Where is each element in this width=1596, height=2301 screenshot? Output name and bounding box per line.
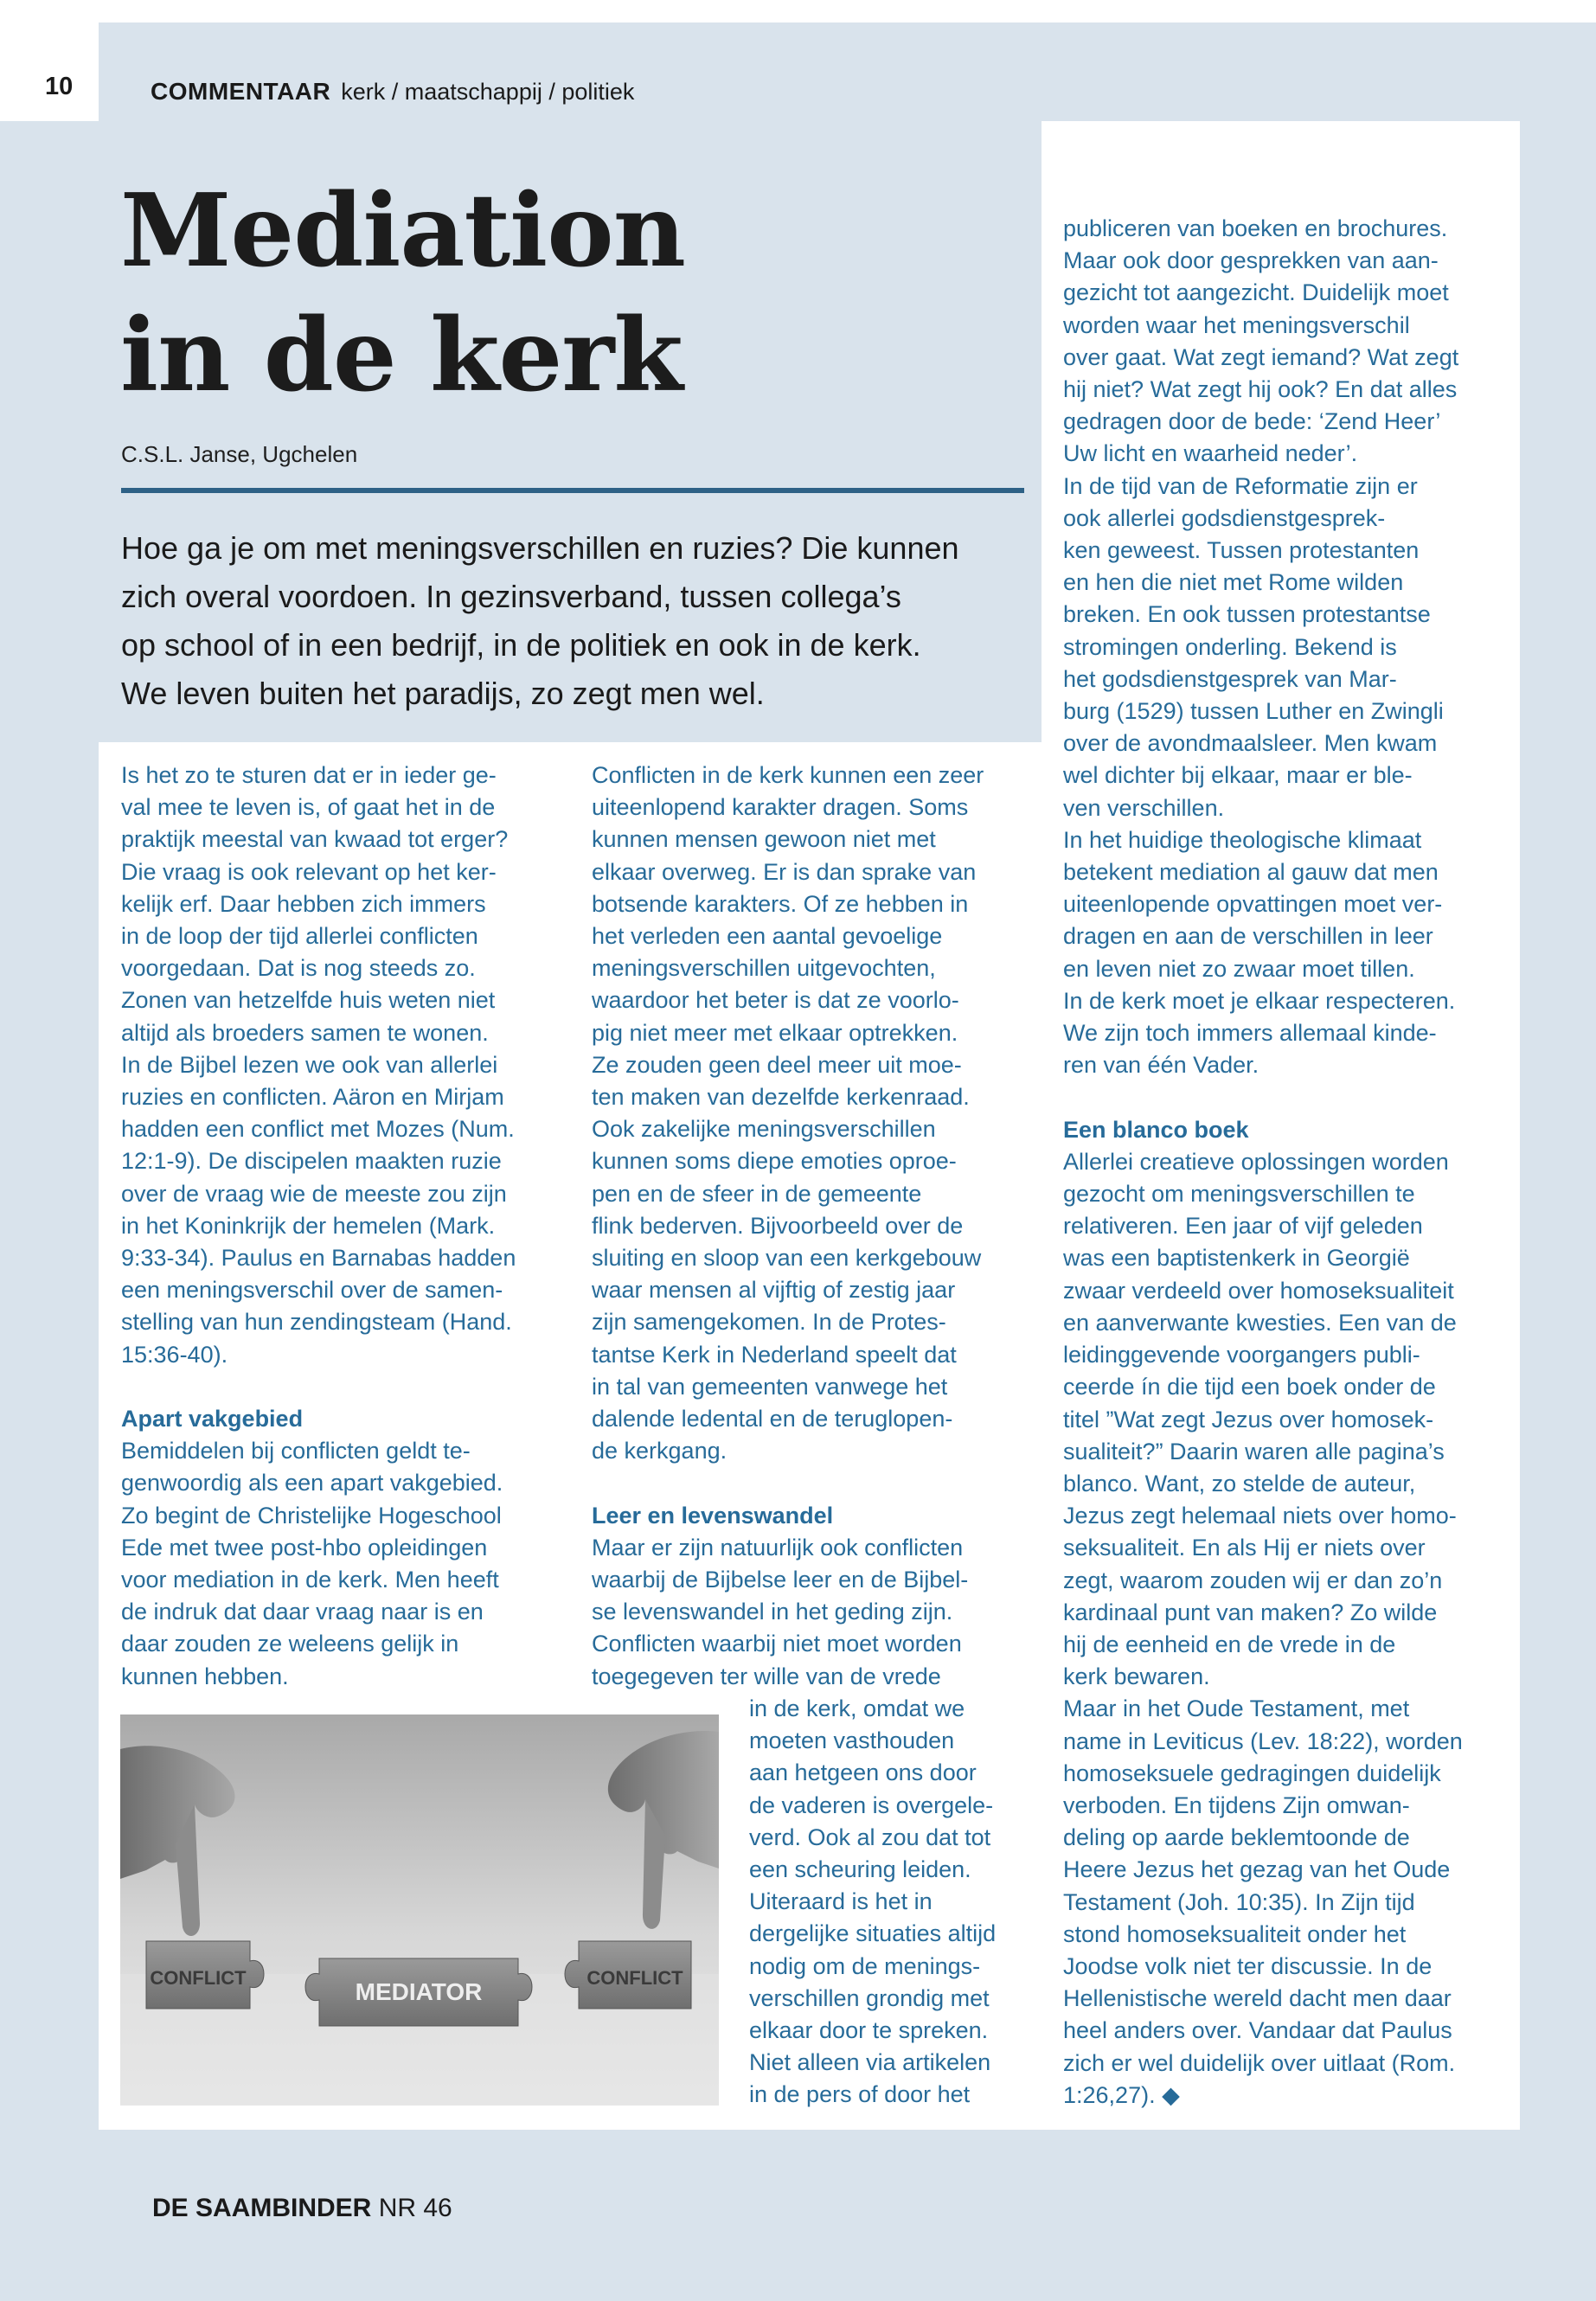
text-line: ruzies en conflicten. Aäron en Mirjam — [121, 1084, 504, 1111]
text-line: titel ”Wat zegt Jezus over homosek- — [1063, 1406, 1434, 1433]
text-line: de vaderen is overgele- — [749, 1791, 994, 1818]
column-2-continued — [749, 1693, 996, 2112]
paragraph — [121, 1435, 516, 1693]
subheading-een-blanco-boek: Een blanco boek — [1063, 1116, 1249, 1143]
text-line: stromingen onderling. Bekend is — [1063, 633, 1397, 660]
text-line: aan hetgeen ons door — [749, 1759, 977, 1786]
text-line: dalende ledental en de teruglopen- — [592, 1406, 953, 1433]
text-line: Maar ook door gesprekken van aan- — [1063, 247, 1439, 274]
text-line: Allerlei creatieve oplossingen worden — [1063, 1148, 1449, 1175]
text-line: meningsverschillen uitgevochten, — [592, 955, 936, 982]
paragraph — [121, 760, 516, 1371]
text-line: Zonen van hetzelfde huis weten niet — [121, 987, 496, 1014]
paragraph — [1063, 213, 1463, 1081]
text-line: zwaar verdeeld over homoseksualiteit — [1063, 1277, 1454, 1304]
text-line: kelijk erf. Daar hebben zich immers — [121, 890, 486, 917]
text-line: Niet alleen via artikelen — [749, 2049, 991, 2076]
text-line: verboden. En tijdens Zijn omwan- — [1063, 1791, 1410, 1818]
text-line: het godsdienstgesprek van Mar- — [1063, 665, 1397, 692]
text-line: name in Leviticus (Lev. 18:22), worden — [1063, 1727, 1463, 1754]
text-line: verschillen grondig met — [749, 1984, 990, 2011]
text-line: gezocht om meningsverschillen te — [1063, 1181, 1415, 1208]
text-line: waardoor het beter is dat ze voorlo- — [592, 987, 959, 1014]
text-line: Maar er zijn natuurlijk ook conflicten — [592, 1534, 964, 1561]
text-line: de kerkgang. — [592, 1438, 727, 1465]
text-line: ren van één Vader. — [1063, 1052, 1259, 1079]
text-line: betekent mediation al gauw dat men — [1063, 859, 1439, 886]
text-line: was een baptistenkerk in Georgië — [1063, 1245, 1410, 1272]
text-line: Testament (Joh. 10:35). In Zijn tijd — [1063, 1888, 1415, 1915]
text-line: in het Koninkrijk der hemelen (Mark. — [121, 1212, 496, 1239]
text-line: homoseksuele gedragingen duidelijk — [1063, 1759, 1441, 1786]
text-line: kardinaal punt van maken? Zo wilde — [1063, 1599, 1438, 1625]
text-line: pig niet meer met elkaar optrekken. — [592, 1019, 958, 1046]
text-line: leidinggevende voorgangers publi- — [1063, 1342, 1420, 1368]
text-line: een meningsverschil over de samen- — [121, 1277, 503, 1304]
title-line: Mediation — [120, 172, 685, 290]
text-line: in de loop der tijd allerlei conflicten — [121, 923, 478, 950]
text-line: Ze zouden geen deel meer uit moe- — [592, 1051, 962, 1078]
footer — [152, 2194, 452, 2223]
text-line: ven verschillen. — [1063, 794, 1225, 821]
text-line: tantse Kerk in Nederland speelt dat — [592, 1341, 957, 1368]
text-line: over gaat. Wat zegt iemand? Wat zegt — [1063, 343, 1459, 370]
text-line: in de kerk, omdat we — [749, 1695, 965, 1721]
text-line: ken geweest. Tussen protestanten — [1063, 537, 1420, 564]
text-line: In de kerk moet je elkaar respecteren. — [1063, 987, 1456, 1014]
paragraph — [592, 1532, 984, 1693]
text-line: Jezus zegt helemaal niets over homo- — [1063, 1503, 1457, 1529]
intro-line: zich overal voordoen. In gezinsverband, tussen collega’s — [121, 579, 901, 614]
paragraph — [592, 760, 984, 1467]
text-line: nodig om de menings- — [749, 1952, 981, 1979]
text-line: en hen die niet met Rome wilden — [1063, 569, 1404, 596]
text-line: elkaar door te spreken. — [749, 2017, 989, 2044]
text-line: hij de eenheid en de vrede in de — [1063, 1631, 1396, 1657]
text-line: kunnen hebben. — [121, 1663, 289, 1689]
text-line: blanco. Want, zo stelde de auteur, — [1063, 1470, 1416, 1497]
text-line: moeten vasthouden — [749, 1727, 955, 1754]
text-line: zegt, waarom zouden wij er dan zo’n — [1063, 1567, 1443, 1593]
text-line: in tal van gemeenten vanwege het — [592, 1373, 948, 1400]
text-line: pen en de sfeer in de gemeente — [592, 1180, 922, 1207]
text-line: praktijk meestal van kwaad tot erger? — [121, 826, 509, 853]
text-line: sualiteit?” Daarin waren alle pagina’s — [1063, 1438, 1445, 1465]
text-line: stond homoseksualiteit onder het — [1063, 1920, 1407, 1947]
title-line: in de kerk — [120, 297, 683, 414]
text-line: Heere Jezus het gezag van het Oude — [1063, 1856, 1451, 1883]
text-line: over de vraag wie de meeste zou zijn — [121, 1180, 507, 1207]
paragraph — [1063, 1146, 1463, 2112]
text-line: seksualiteit. En als Hij er niets over — [1063, 1535, 1426, 1561]
section-header — [151, 78, 634, 106]
text-line: toegegeven ter wille van de vrede — [592, 1663, 941, 1689]
text-line: het verleden een aantal gevoelige — [592, 923, 943, 950]
text-line: gezicht tot aangezicht. Duidelijk moet — [1063, 279, 1449, 306]
text-line: kerk bewaren. — [1063, 1663, 1210, 1690]
block-label: CONFLICT — [150, 1967, 247, 1989]
conflict-block-right — [565, 1941, 691, 2009]
text-line: In de tijd van de Reformatie zijn er — [1063, 472, 1418, 499]
publication-name: DE SAAMBINDER — [152, 2194, 372, 2222]
text-line: relativeren. Een jaar of vijf geleden — [1063, 1213, 1423, 1240]
text-line: Conflicten waarbij niet moet worden — [592, 1631, 962, 1657]
text-line: flink bederven. Bijvoorbeeld over de — [592, 1212, 964, 1239]
intro-line: Hoe ga je om met meningsverschillen en ruzies? Die kunnen — [121, 530, 959, 566]
text-line: sluiting en sloop van een kerkgebouw — [592, 1245, 982, 1272]
text-line: Ede met twee post-hbo opleidingen — [121, 1534, 488, 1561]
intro-line: op school of in een bedrijf, in de politiek en ook in de kerk. — [121, 627, 921, 663]
text-line: ceerde ín die tijd een boek onder de — [1063, 1374, 1436, 1400]
text-line: burg (1529) tussen Luther en Zwingli — [1063, 698, 1444, 725]
text-line: voorgedaan. Dat is nog steeds zo. — [121, 955, 476, 982]
subheading-leer-en-levenswandel: Leer en levenswandel — [592, 1502, 834, 1529]
text-line: kunnen soms diepe emoties oproe- — [592, 1148, 957, 1175]
text-line: Joodse volk niet ter discussie. In de — [1063, 1952, 1433, 1979]
text-line: zijn samengekomen. In de Protes- — [592, 1309, 946, 1336]
text-line: elkaar overweg. Er is dan sprake van — [592, 858, 977, 885]
text-line: In het huidige theologische klimaat — [1063, 826, 1422, 853]
mediation-photo — [120, 1715, 719, 2106]
text-line: verd. Ook al zou dat tot — [749, 1823, 991, 1850]
text-line: We zijn toch immers allemaal kinde- — [1063, 1020, 1437, 1047]
column-1 — [121, 760, 516, 1693]
text-line: deling op aarde beklemtoonde de — [1063, 1824, 1410, 1851]
text-line: se levenswandel in het geding zijn. — [592, 1599, 953, 1625]
text-line: breken. En ook tussen protestantse — [1063, 601, 1431, 628]
text-line: Bemiddelen bij conflicten geldt te- — [121, 1438, 471, 1465]
text-line: altijd als broeders samen te wonen. — [121, 1019, 489, 1046]
text-line: Uw licht en waarheid neder’. — [1063, 440, 1358, 467]
text-line: val mee te leven is, of gaat het in de — [121, 794, 496, 821]
text-line: dergelijke situaties altijd — [749, 1920, 997, 1947]
text-line: en aanverwante kwesties. Een van de — [1063, 1309, 1457, 1336]
issue-number: NR 46 — [378, 2194, 452, 2222]
top-white-strip — [99, 0, 1596, 22]
text-line: Maar in het Oude Testament, met — [1063, 1695, 1410, 1722]
text-line: uiteenlopend karakter dragen. Soms — [592, 794, 969, 821]
text-line: over de avondmaalsleer. Men kwam — [1063, 730, 1438, 757]
text-line: dragen en aan de verschillen in leer — [1063, 923, 1433, 950]
text-line: genwoordig als een apart vakgebied. — [121, 1470, 503, 1497]
text-line: 12:1-9). De discipelen maakten ruzie — [121, 1148, 502, 1175]
subheading-apart-vakgebied: Apart vakgebied — [121, 1406, 304, 1433]
text-line: Die vraag is ook relevant op het ker- — [121, 858, 497, 885]
text-line: in de pers of door het — [749, 2081, 971, 2108]
intro-text — [121, 524, 1038, 718]
conflict-block-left — [146, 1941, 264, 2009]
column-3 — [1063, 213, 1463, 2112]
text-line: heel anders over. Vandaar dat Paulus — [1063, 2017, 1452, 2044]
page-number: 10 — [45, 73, 74, 100]
text-line: Hellenistische wereld dacht men daar — [1063, 1985, 1452, 2012]
text-line: zich er wel duidelijk over uitlaat (Rom. — [1063, 2049, 1456, 2076]
text-line: daar zouden ze weleens gelijk in — [121, 1631, 459, 1657]
text-line: Is het zo te sturen dat er in ieder ge- — [121, 762, 497, 788]
text-line: botsende karakters. Of ze hebben in — [592, 890, 969, 917]
mediator-block — [305, 1958, 532, 2026]
intro-line: We leven buiten het paradijs, zo zegt men wel. — [121, 676, 765, 711]
paragraph — [749, 1693, 996, 2112]
text-line: waarbij de Bijbelse leer en de Bijbel- — [592, 1567, 969, 1593]
page-number-box — [0, 0, 99, 121]
text-line: Conflicten in de kerk kunnen een zeer — [592, 762, 984, 788]
text-line: 15:36-40). — [121, 1341, 228, 1368]
text-line: 9:33-34). Paulus en Barnabas hadden — [121, 1245, 516, 1272]
section-label: COMMENTAAR — [151, 78, 331, 105]
title-divider — [121, 488, 1024, 493]
column-2 — [592, 760, 984, 1693]
text-line: Ook zakelijke meningsverschillen — [592, 1116, 936, 1143]
block-label: MEDIATOR — [355, 1978, 483, 2005]
text-line: publiceren van boeken en brochures. — [1063, 215, 1448, 241]
article-title — [120, 169, 685, 418]
author-byline: C.S.L. Janse, Ugchelen — [121, 441, 358, 467]
text-line: stelling van hun zendingsteam (Hand. — [121, 1309, 512, 1336]
text-line: wel dichter bij elkaar, maar er ble- — [1063, 762, 1413, 789]
text-line: uiteenlopende opvattingen moet ver- — [1063, 891, 1443, 918]
text-line: gedragen door de bede: ‘Zend Heer’ — [1063, 408, 1441, 435]
text-line: ten maken van dezelfde kerkenraad. — [592, 1084, 970, 1111]
text-line: hadden een conflict met Mozes (Num. — [121, 1116, 515, 1143]
text-line: een scheuring leiden. — [749, 1856, 971, 1883]
text-line: en leven niet zo zwaar moet tillen. — [1063, 955, 1415, 982]
section-topics: kerk / maatschappij / politiek — [341, 79, 635, 105]
text-line: worden waar het meningsverschil — [1063, 311, 1410, 338]
text-line: Uiteraard is het in — [749, 1888, 933, 1915]
text-line: hij niet? Wat zegt hij ook? En dat alles — [1063, 376, 1458, 403]
text-line: Zo begint de Christelijke Hogeschool — [121, 1502, 502, 1529]
text-line: voor mediation in de kerk. Men heeft — [121, 1567, 499, 1593]
block-label: CONFLICT — [586, 1967, 683, 1989]
text-line: ook allerlei godsdienstgesprek- — [1063, 504, 1386, 531]
text-line: In de Bijbel lezen we ook van allerlei — [121, 1051, 498, 1078]
text-line: de indruk dat daar vraag naar is en — [121, 1599, 484, 1625]
text-line: kunnen mensen gewoon niet met — [592, 826, 936, 853]
text-line: waar mensen al vijftig of zestig jaar — [592, 1277, 956, 1304]
text-line: 1:26,27). ◆ — [1063, 2081, 1180, 2108]
